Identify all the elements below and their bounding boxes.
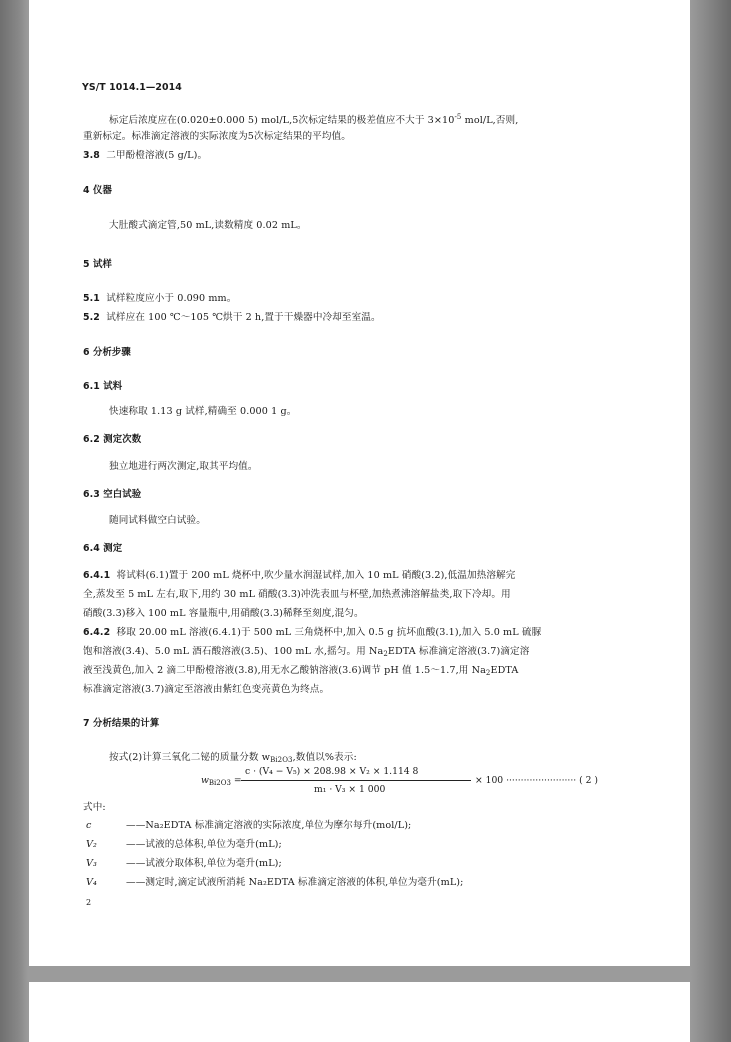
paragraph-line: 标定后浓度应在(0.020±0.000 5) mol/L,5次标定结果的极差值应不大于 $3\times 10^{-5}$ mol/L,否则, xyxy=(109,113,519,126)
paragraph-line: 饱和溶液(3.4)、5.0 mL 酒石酸溶液(3.5)、100 mL 水,摇匀。用 $Na_2EDTA$ 标准滴定溶液(3.7)滴定溶 xyxy=(83,646,530,658)
paragraph-line: 6.4.1 将试料(6.1)置于 200 mL 烧杯中,吹少量水润湿试样,加入 10 mL 硝酸(3.2),低温加热溶解完 xyxy=(83,570,516,581)
fraction-bar xyxy=(241,780,471,781)
subsection-title: 6.1 试料 xyxy=(83,381,123,392)
formula-tail: × 100 ························ ( 2 ) xyxy=(475,775,598,786)
paragraph-line: 液至浅黄色,加入 2 滴二甲酚橙溶液(3.8),用无水乙酸钠溶液(3.6)调节 pH 值 1.5～1.7,用 $Na_2EDTA$ xyxy=(83,665,519,677)
section-title: 7 分析结果的计算 xyxy=(83,718,160,729)
var-symbol: c xyxy=(86,820,92,831)
paragraph-line: 重新标定。标准滴定溶液的实际浓度为5次标定结果的平均值。 xyxy=(83,131,351,142)
standard-number: YS/T 1014.1—2014 xyxy=(82,82,182,93)
formula-numerator: c · (V₄ − V₅) × 208.98 × V₂ × 1.114 8 xyxy=(245,766,419,777)
var-description: ——试液分取体积,单位为毫升(mL); xyxy=(126,858,282,869)
paragraph-line: 随同试料做空白试验。 xyxy=(109,515,206,526)
paragraph-line: 按式(2)计算三氧化二铋的质量分数 $w_{Bi2O3}$,数值以%表示: xyxy=(109,752,357,764)
subsection-title: 6.3 空白试验 xyxy=(83,489,142,500)
section-title: 4 仪器 xyxy=(83,185,112,196)
document-page xyxy=(29,0,690,966)
var-description: ——测定时,滴定试液所消耗 Na₂EDTA 标准滴定溶液的体积,单位为毫升(mL); xyxy=(126,877,464,888)
subsection-title: 6.4 测定 xyxy=(83,543,123,554)
section-title: 6 分析步骤 xyxy=(83,347,131,358)
var-description: ——Na₂EDTA 标准滴定溶液的实际浓度,单位为摩尔每升(mol/L); xyxy=(126,820,412,831)
section-title: 5 试样 xyxy=(83,259,112,270)
paragraph-line: 大肚酸式滴定管,50 mL,读数精度 0.02 mL。 xyxy=(109,220,307,231)
paragraph-line: 标准滴定溶液(3.7)滴定至溶液由紫红色变亮黄色为终点。 xyxy=(83,684,330,695)
subsection-title: 6.2 测定次数 xyxy=(83,434,142,445)
next-page-edge xyxy=(29,982,690,1042)
clause-5-2: 5.2 试样应在 100 ℃～105 ℃烘干 2 h,置于干燥器中冷却至室温。 xyxy=(83,312,381,323)
var-description: ——试液的总体积,单位为毫升(mL); xyxy=(126,839,282,850)
where-label: 式中: xyxy=(83,802,106,813)
var-symbol: V₃ xyxy=(86,858,97,869)
paragraph-line: 硝酸(3.3)移入 100 mL 容量瓶中,用硝酸(3.3)稀释至刻度,混匀。 xyxy=(83,608,364,619)
paragraph-line: 独立地进行两次测定,取其平均值。 xyxy=(109,461,258,472)
var-symbol: V₄ xyxy=(86,877,97,888)
clause-5-1: 5.1 试样粒度应小于 0.090 mm。 xyxy=(83,293,237,304)
formula-lhs: $w_{Bi2O3}$ = xyxy=(201,775,242,787)
paragraph-line: 全,蒸发至 5 mL 左右,取下,用约 30 mL 硝酸(3.3)冲洗表皿与杯壁,加热煮沸溶解盐类,取下冷却。用 xyxy=(83,589,511,600)
formula-denominator: m₁ · V₃ × 1 000 xyxy=(314,784,386,795)
var-symbol: V₂ xyxy=(86,839,97,850)
page-number: 2 xyxy=(86,898,92,907)
paragraph-line: 6.4.2 移取 20.00 mL 溶液(6.4.1)于 500 mL 三角烧杯中,加入 0.5 g 抗坏血酸(3.1),加入 5.0 mL 硫脲 xyxy=(83,627,542,638)
clause-3-8: 3.8 二甲酚橙溶液(5 g/L)。 xyxy=(83,150,208,161)
paragraph-line: 快速称取 1.13 g 试样,精确至 0.000 1 g。 xyxy=(109,406,297,417)
